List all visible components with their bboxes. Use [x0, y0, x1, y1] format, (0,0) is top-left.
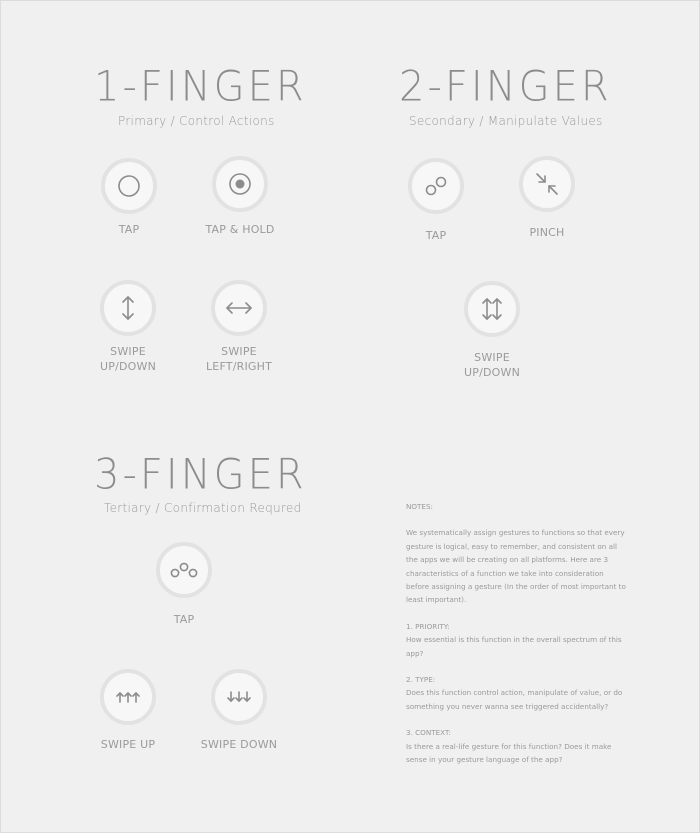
two-finger-swipe-updown-label [464, 350, 520, 380]
horizontal-arrows-icon [225, 294, 253, 322]
one-finger-swipe-leftright-label [206, 344, 272, 374]
vertical-arrows-icon [114, 294, 142, 322]
notes-item-text: How essential is this function in the overall spectrum of this app? [406, 635, 622, 658]
double-vertical-arrows-icon [478, 295, 506, 323]
one-finger-tap-hold-gesture [212, 156, 268, 212]
two-finger-tap-label: TAP [425, 229, 447, 242]
notes-item-text: Is there a real-life gesture for this function? Does it make sense in your gesture language of the app? [406, 741, 612, 765]
notes-item-title: 3. CONTEXT: [406, 728, 451, 738]
three-finger-title: 3-FINGER [94, 450, 307, 500]
pinch-arrows-icon [533, 170, 561, 198]
three-finger-subtitle: Tertiary / Confirmation Requred [104, 501, 302, 515]
notes-item-title: 2. TYPE: [406, 675, 436, 685]
triple-up-arrows-icon [113, 683, 143, 711]
label-line: SWIPE [110, 345, 146, 358]
label-line: UP/DOWN [463, 366, 521, 379]
one-finger-swipe-updown-label [100, 344, 156, 374]
label-line: SWIPE [221, 345, 257, 358]
one-finger-swipe-updown-gesture [100, 280, 156, 336]
one-finger-tap-hold-label: TAP & HOLD [205, 223, 275, 236]
target-dot-icon [226, 170, 254, 198]
triple-down-arrows-icon [224, 683, 254, 711]
one-finger-swipe-leftright-gesture [211, 280, 267, 336]
notes-item-context [406, 726, 626, 766]
three-finger-swipe-down-gesture [211, 669, 267, 725]
two-finger-swipe-updown-gesture [464, 281, 520, 337]
three-finger-swipe-down-label: SWIPE DOWN [200, 738, 278, 751]
two-dots-icon [422, 172, 450, 200]
two-finger-pinch-label: PINCH [529, 226, 565, 239]
one-finger-tap-label: TAP [118, 223, 140, 236]
one-finger-title: 1-FINGER [94, 62, 307, 112]
label-line: SWIPE [474, 351, 510, 364]
notes-item-type [406, 673, 626, 713]
notes-item-text: Does this function control action, manipulate of value, or do something you never wanna see triggered accidentally? [406, 688, 623, 711]
two-finger-tap-gesture [408, 158, 464, 214]
three-dots-icon [169, 556, 199, 584]
label-line: LEFT/RIGHT [205, 360, 273, 373]
two-finger-pinch-gesture [519, 156, 575, 212]
three-finger-swipe-up-gesture [100, 669, 156, 725]
two-finger-title: 2-FINGER [399, 62, 612, 112]
notes-intro: We systematically assign gestures to functions so that every gesture is logical, easy to remember, and consistent on all the apps we will be creating on all platforms. Here are 3 characteristics of a function we take into consideration before assigning a gesture (In the order of most important to least important). [406, 528, 626, 605]
notes-heading: NOTES: [406, 502, 433, 511]
three-finger-tap-label: TAP [173, 613, 195, 626]
two-finger-subtitle: Secondary / Manipulate Values [409, 114, 603, 128]
circle-outline-icon [115, 172, 143, 200]
three-finger-swipe-up-label: SWIPE UP [100, 738, 156, 751]
notes-panel [406, 500, 626, 780]
notes-item-title: 1. PRIORITY: [406, 621, 450, 631]
one-finger-subtitle: Primary / Control Actions [118, 114, 275, 128]
one-finger-tap-gesture [101, 158, 157, 214]
notes-item-priority [406, 620, 626, 660]
three-finger-tap-gesture [156, 542, 212, 598]
label-line: UP/DOWN [99, 360, 157, 373]
